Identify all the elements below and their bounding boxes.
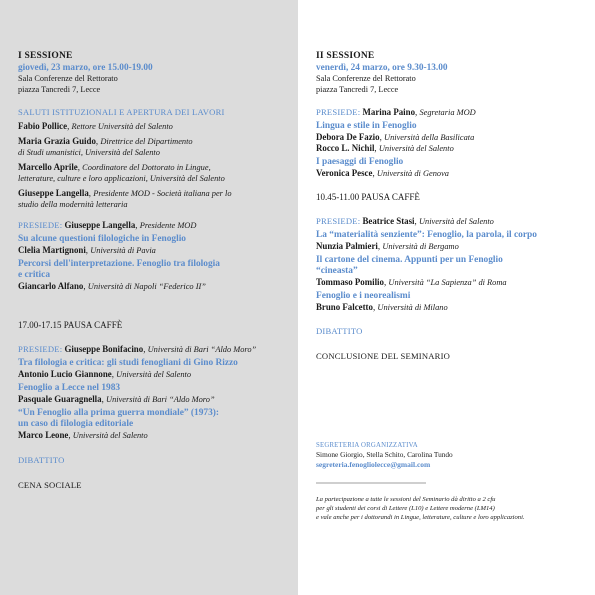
talk-title: Il cartone del cinema. Appunti per un Fenoglio (316, 255, 503, 265)
chair-one: PRESIEDE: Giuseppe Langella, Presidente MOD (18, 220, 197, 230)
greeting-2: Maria Grazia Guido, Direttrice del Dipartimento (18, 136, 193, 146)
venue-line1: Sala Conferenze del Rettorato (316, 74, 416, 83)
secretariat-names: Simone Giorgio, Stella Schito, Carolina Tundo (316, 450, 453, 459)
coffee-break: 17.00-17.15 PAUSA CAFFÈ (18, 320, 123, 330)
talk-speaker: Antonio Lucio Giannone, Università del Salento (18, 369, 192, 379)
divider (316, 482, 426, 484)
greeting-2-role2: di Studi umanistici, Università del Salento (18, 148, 160, 157)
social-dinner: CENA SOCIALE (18, 480, 82, 490)
greeting-4: Giuseppe Langella, Presidente MOD - Società italiana per lo (18, 188, 232, 198)
session-one-date: giovedì, 23 marzo, ore 15.00-19.00 (18, 63, 153, 73)
greeting-3: Marcello Aprile, Coordinatore del Dottorato in Lingue, (18, 162, 211, 172)
greeting-4-role: Presidente MOD - Società italiana per lo (93, 189, 232, 198)
coffee-break: 10.45-11.00 PAUSA CAFFÈ (316, 192, 420, 202)
talk-speaker: Rocco L. Nichil, Università del Salento (316, 143, 454, 153)
talk-speaker: Pasquale Guaragnella, Università di Bari “Aldo Moro” (18, 394, 215, 404)
talk-speaker: Marco Leone, Università del Salento (18, 430, 148, 440)
greeting-1-name: Fabio Pollice (18, 121, 68, 131)
talk-title: La “materialità senziente”: Fenoglio, la parola, il corpo (316, 230, 537, 240)
chair-two: PRESIEDE: Beatrice Stasi, Università del Salento (316, 216, 494, 226)
talk-speaker: Clelia Martignoni, Università di Pavia (18, 245, 156, 255)
greeting-3-name: Marcello Aprile (18, 162, 78, 172)
talk-title: “Un Fenoglio alla prima guerra mondiale” (1973): (18, 408, 220, 418)
secretariat-label: SEGRETERIA ORGANIZZATIVA (316, 442, 418, 449)
talk-title: Fenoglio e i neorealismi (316, 291, 411, 301)
talk-title: Su alcune questioni filologiche in Fenoglio (18, 234, 186, 244)
talk-speaker: Nunzia Palmieri, Università di Bergamo (316, 241, 459, 251)
greeting-4-name: Giuseppe Langella (18, 188, 89, 198)
chair-two: PRESIEDE: Giuseppe Bonifacino, Università di Bari “Aldo Moro” (18, 344, 257, 354)
chair-one: PRESIEDE: Marina Paino, Segretaria MOD (316, 107, 476, 117)
talk-speaker: Giancarlo Alfano, Università di Napoli “Federico II” (18, 281, 206, 291)
talk-title-cont: “cineasta” (316, 266, 358, 276)
greeting-2-name: Maria Grazia Guido (18, 136, 96, 146)
venue-line2: piazza Tancredi 7, Lecce (316, 84, 399, 94)
talk-speaker: Bruno Falcetto, Università di Milano (316, 302, 448, 312)
talk-title-cont: un caso di filologia editoriale (18, 419, 134, 429)
talk-speaker: Debora De Fazio, Università della Basilicata (316, 132, 475, 142)
session-one (18, 50, 293, 491)
talk-title: Fenoglio a Lecce nel 1983 (18, 383, 121, 393)
venue-line1: Sala Conferenze del Rettorato (18, 74, 118, 83)
greeting-2-role: Direttrice del Dipartimento (100, 137, 193, 146)
talk-speaker: Tommaso Pomilio, Università “La Sapienza” di Roma (316, 277, 507, 287)
session-two-date: venerdì, 24 marzo, ore 9.30-13.00 (316, 63, 448, 73)
talk-title: Tra filologia e critica: gli studi fenogliani di Gino Rizzo (18, 358, 238, 368)
greeting-1: Fabio Pollice, Rettore Università del Salento (18, 121, 173, 131)
greeting-1-role: Rettore Università del Salento (71, 122, 173, 131)
greeting-4-role2: studio della modernità letteraria (18, 200, 128, 209)
talk-title-cont: e critica (18, 270, 51, 280)
talk-title: Percorsi dell'interpretazione. Fenoglio tra filologia (18, 259, 220, 269)
credit-note-line: La partecipazione a tutte le sessioni del Seminario dà diritto a 2 cfu (316, 495, 496, 503)
credit-note-line: per gli studenti dei corsi di Lettere (L10) e Lettere moderne (LM14) (316, 504, 495, 512)
debate-label: DIBATTITO (316, 326, 363, 336)
opening-heading: SALUTI ISTITUZIONALI E APERTURA DEI LAVORI (18, 107, 225, 117)
talk-speaker: Veronica Pesce, Università di Genova (316, 168, 449, 178)
session-two (316, 50, 591, 522)
greeting-3-role2: letterature, culture e loro applicazioni, Università del Salento (18, 174, 225, 183)
venue-line2: piazza Tancredi 7, Lecce (18, 84, 101, 94)
debate-label: DIBATTITO (18, 455, 65, 465)
secretariat-email[interactable]: segreteria.fenogliolecce@gmail.com (316, 459, 431, 469)
right-panel (298, 0, 595, 595)
session-one-title: I SESSIONE (18, 51, 73, 61)
talk-title: Lingua e stile in Fenoglio (316, 121, 417, 131)
greeting-3-role: Coordinatore del Dottorato in Lingue, (82, 163, 211, 172)
talk-title: I paesaggi di Fenoglio (316, 157, 404, 167)
credit-note-line: e vale anche per i dottorandi in Lingue, letterature, culture e loro applicazioni. (316, 513, 525, 521)
session-two-title: II SESSIONE (316, 51, 375, 61)
seminar-conclusion: CONCLUSIONE DEL SEMINARIO (316, 351, 451, 361)
